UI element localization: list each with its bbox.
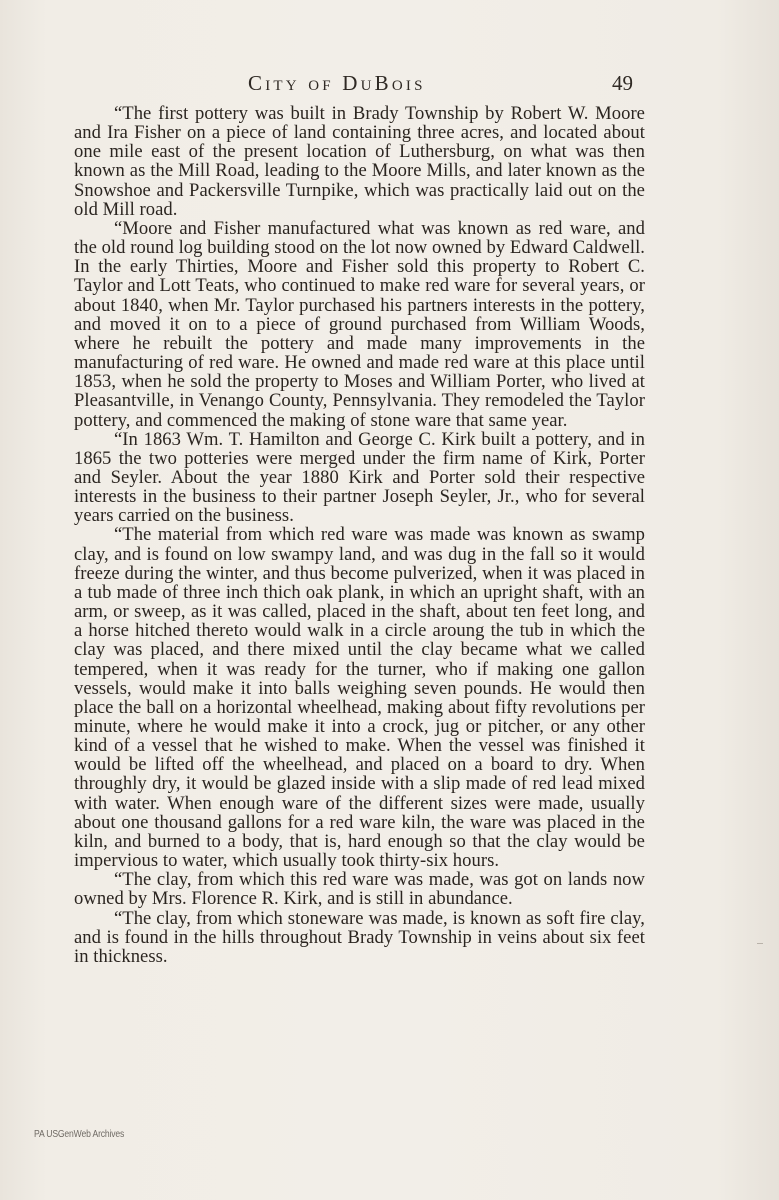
running-head <box>0 71 779 95</box>
running-title: City of DuBois <box>248 71 426 95</box>
paragraph-first-pottery: “The first pottery was built in Brady Township by Robert W. Moore and Ira Fisher on a piece of land containing three acres, and located about one mile east of the present location of Luthersburg, on what was then known as the Mill Road, leading to the Moore Mills, and later known as the Snowshoe and Packersville Turnpike, which was practically laid out on the old Mill road. <box>74 103 645 220</box>
page-number: 49 <box>612 71 633 95</box>
paragraph-swamp-clay: “The material from which red ware was made was known as swamp clay, and is found on low swampy land, and was dug in the fall so it would freeze during the winter, and thus become pulverized, when it was placed in a tub made of three inch thich oak plank, in which an upright shaft, with an arm, or sweep, as it was called, placed in the shaft, about ten feet long, and a horse hitched thereto would walk in a circle aroung the tub in which the clay was placed, and there mixed until the clay became what we called tempered, when it was ready for the turner, who if making one gallon vessels, would make it into balls weighing seven pounds. He would then place the ball on a horizontal wheelhead, making about fifty revolutions per minute, where he would make it into a crock, jug or pitcher, or any other kind of a vessel that he wished to make. When the vessel was finished it would be lifted off the wheelhead, and placed on a board to dry. When throughly dry, it would be glazed inside with a slip made of red lead mixed with water. When enough ware of the different sizes were made, usually about one thousand gallons for a red ware kiln, the ware was placed in the kiln, and burned to a body, that is, hard enough so that the clay would be impervious to water, which usually took thirty-six hours. <box>74 524 645 872</box>
body-text <box>74 104 645 966</box>
margin-mark <box>757 943 763 944</box>
paragraph-red-ware-clay-source: “The clay, from which this red ware was made, was got on lands now owned by Mrs. Florence R. Kirk, and is still in abundance. <box>74 869 645 910</box>
paragraph-stoneware-clay: “The clay, from which stoneware was made, is known as soft fire clay, and is found in the hills throughout Brady Township in veins about six feet in thickness. <box>74 907 645 967</box>
paragraph-moore-and-fisher: “Moore and Fisher manufactured what was known as red ware, and the old round log building stood on the lot now owned by Edward Caldwell. In the early Thirties, Moore and Fisher sold this property to Robert C. Taylor and Lott Teats, who continued to make red ware for several years, or about 1840, when Mr. Taylor purchased his partners interests in the pottery, and moved it on to a piece of ground purchased from William Woods, where he rebuilt the pottery and made many improvements in the manufacturing of red ware. He owned and made red ware at this place until 1853, when he sold the property to Moses and William Porter, who lived at Pleasantville, in Venango County, Pennsylvania. They remodeled the Taylor pottery, and commenced the making of stone ware that same year. <box>74 217 645 431</box>
archive-watermark: PA USGenWeb Archives <box>34 1128 125 1140</box>
paragraph-hamilton-and-kirk: “In 1863 Wm. T. Hamilton and George C. Kirk built a pottery, and in 1865 the two potteries were merged under the firm name of Kirk, Porter and Seyler. About the year 1880 Kirk and Porter sold their respective interests in the business to their partner Joseph Seyler, Jr., who for several years carried on the business. <box>74 428 645 527</box>
